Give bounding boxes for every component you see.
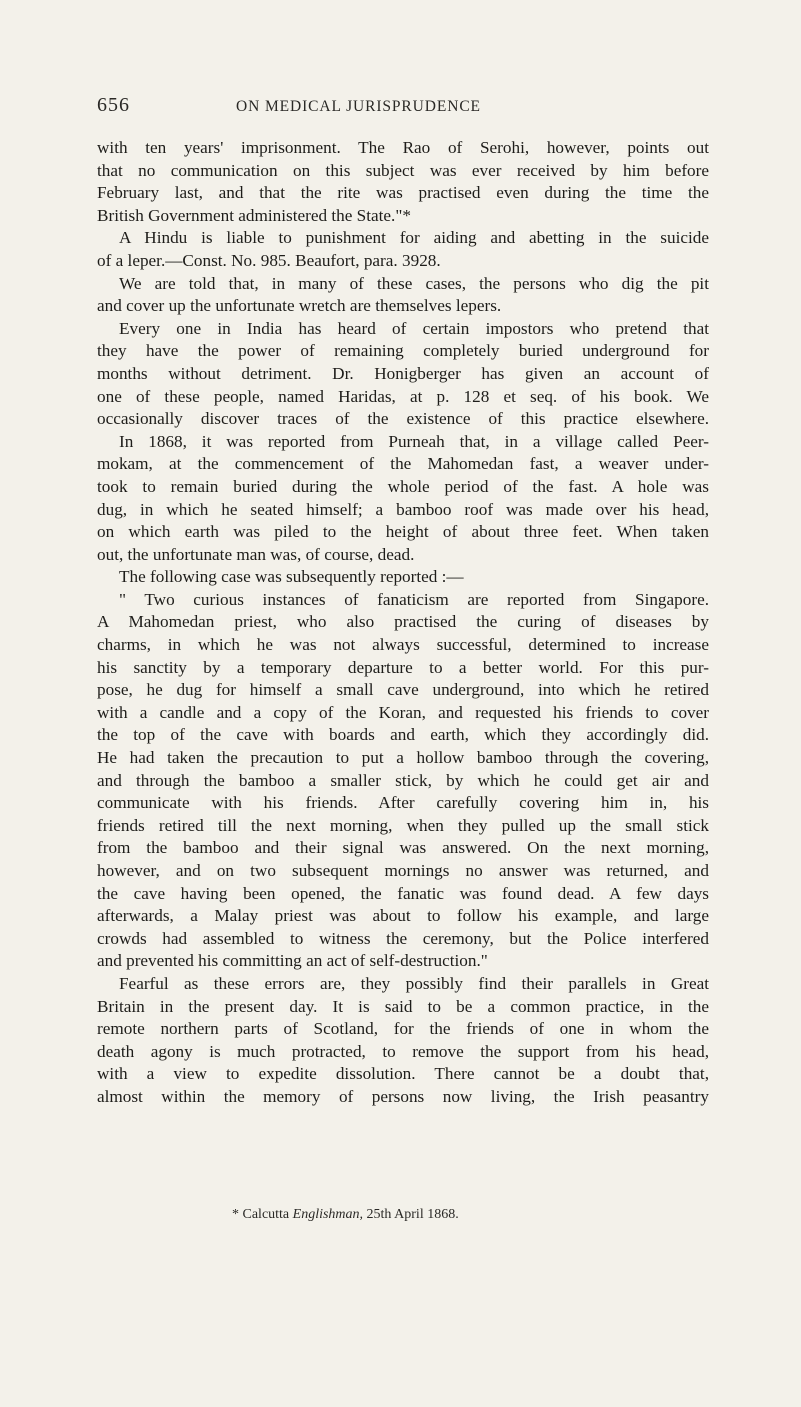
text-line: mokam, at the commencement of the Mahomedan fast, a weaver under-	[97, 454, 709, 474]
text-line: and prevented his committing an act of self-destruction."	[97, 951, 488, 971]
footnote-marker: * Calcutta	[232, 1207, 290, 1222]
text-line: and cover up the unfortunate wretch are themselves lepers.	[97, 296, 502, 316]
text-line: with ten years' imprisonment. The Rao of Serohi, however, points out	[97, 138, 709, 157]
text-line: with a candle and a copy of the Koran, and requested his friends to cover	[97, 702, 709, 722]
text-line: from the bamboo and their signal was answered. On the next morning,	[97, 838, 709, 858]
body-text	[97, 137, 709, 1109]
text-line: In 1868, it was reported from Purneah that, in a village called Peer-	[119, 431, 709, 451]
text-line: the top of the cave with boards and earth, which they accordingly did.	[97, 725, 709, 745]
page-number: 656	[97, 94, 130, 116]
text-line: and through the bamboo a smaller stick, by which he could get air and	[97, 770, 709, 790]
text-line: British Government administered the State."*	[97, 205, 411, 225]
text-line: dug, in which he seated himself; a bamboo roof was made over his head,	[97, 499, 709, 519]
text-line: communicate with his friends. After carefully covering him in, his	[97, 793, 709, 813]
text-line: Fearful as these errors are, they possibly find their parallels in Great	[119, 973, 709, 993]
footnote	[232, 1206, 632, 1224]
text-line: A Mahomedan priest, who also practised the curing of diseases by	[97, 612, 709, 632]
text-line: friends retired till the next morning, when they pulled up the small stick	[97, 815, 709, 835]
text-line: pose, he dug for himself a small cave underground, into which he retired	[97, 680, 709, 700]
text-line: took to remain buried during the whole period of the fast. A hole was	[97, 476, 709, 496]
text-line: afterwards, a Malay priest was about to follow his example, and large	[97, 906, 709, 926]
footnote-date: 25th April 1868.	[366, 1207, 459, 1222]
text-line: the cave having been opened, the fanatic was found dead. A few days	[97, 883, 709, 903]
text-line: We are told that, in many of these cases, the persons who dig the pit	[119, 273, 709, 293]
text-line: charms, in which he was not always successful, determined to increase	[97, 635, 709, 655]
page-header	[97, 94, 709, 120]
text-line: Britain in the present day. It is said to be a common practice, in the	[97, 996, 709, 1016]
text-line: The following case was subsequently reported :—	[119, 567, 464, 587]
text-line: almost within the memory of persons now living, the Irish peasantry	[97, 1086, 709, 1106]
running-head: ON MEDICAL JURISPRUDENCE	[236, 98, 481, 115]
text-line: " Two curious instances of fanaticism are reported from Singapore.	[119, 589, 709, 609]
text-line: Every one in India has heard of certain impostors who pretend that	[119, 318, 709, 338]
text-line: He had taken the precaution to put a hollow bamboo through the covering,	[97, 748, 709, 768]
text-line: his sanctity by a temporary departure to a better world. For this pur-	[97, 657, 709, 677]
text-line: months without detriment. Dr. Honigberger has given an account of	[97, 363, 709, 383]
text-line: they have the power of remaining completely buried underground for	[97, 341, 709, 361]
text-line: out, the unfortunate man was, of course, dead.	[97, 544, 415, 564]
text-line: of a leper.—Const. No. 985. Beaufort, para. 3928.	[97, 250, 441, 270]
text-line: with a view to expedite dissolution. There cannot be a doubt that,	[97, 1064, 709, 1084]
text-line: remote northern parts of Scotland, for the friends of one in whom the	[97, 1019, 709, 1039]
text-line: occasionally discover traces of the existence of this practice elsewhere.	[97, 409, 709, 429]
text-line: death agony is much protracted, to remove the support from his head,	[97, 1041, 709, 1061]
text-line: on which earth was piled to the height of about three feet. When taken	[97, 522, 709, 542]
text-line: crowds had assembled to witness the ceremony, but the Police interfered	[97, 928, 709, 948]
text-line: A Hindu is liable to punishment for aiding and abetting in the suicide	[119, 228, 709, 248]
text-line: February last, and that the rite was practised even during the time the	[97, 183, 709, 203]
text-line: however, and on two subsequent mornings no answer was returned, and	[97, 861, 709, 880]
footnote-source: Englishman,	[292, 1207, 364, 1222]
text-line: that no communication on this subject was ever received by him before	[97, 160, 709, 180]
text-line: one of these people, named Haridas, at p. 128 et seq. of his book. We	[97, 386, 709, 406]
